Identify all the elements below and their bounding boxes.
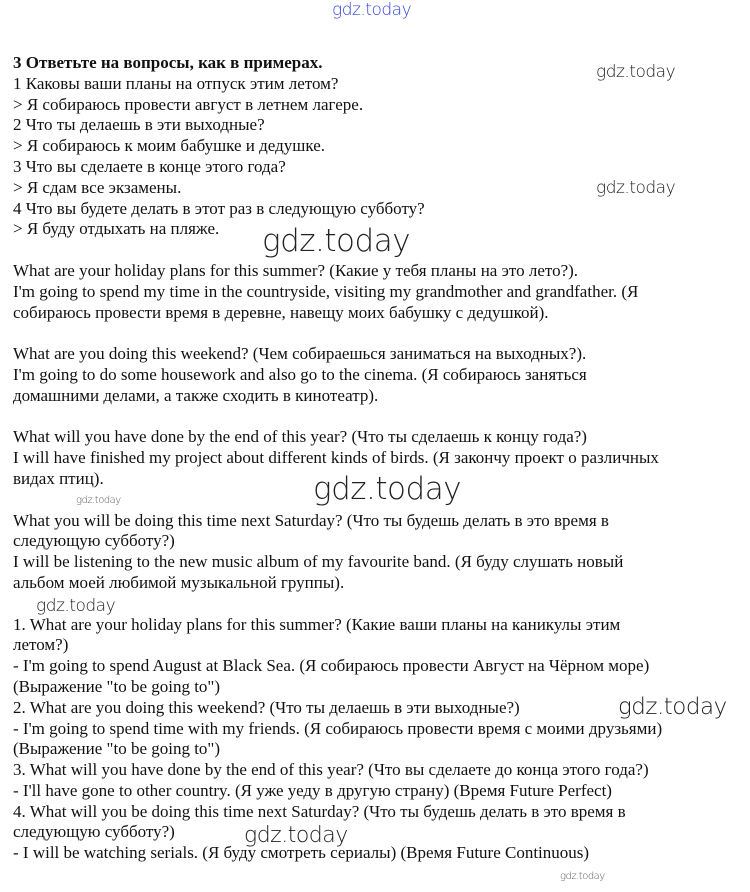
text-line: > Я собираюсь к моим бабушке и дедушке. bbox=[13, 136, 325, 156]
text-line: 2. What are you doing this weekend? (Что ты делаешь в эти выходные?) bbox=[13, 697, 520, 717]
text-line: (Выражение "to be going to") bbox=[13, 676, 221, 696]
text-line: 4 Что вы будете делать в этот раз в следующую субботу? bbox=[13, 198, 425, 218]
text-line: > Я сдам все экзамены. bbox=[13, 177, 182, 197]
watermark: gdz.today bbox=[596, 62, 676, 82]
text-line: альбом моей любимой музыкальной группы). bbox=[13, 572, 345, 592]
text-line: > Я буду отдыхать на пляже. bbox=[13, 219, 220, 239]
text-line: I will be listening to the new music album of my favourite band. (Я буду слушать новый bbox=[13, 552, 624, 572]
text-line: What you will be doing this time next Saturday? (Что ты будешь делать в это время в bbox=[13, 510, 609, 530]
text-line: видах птиц). bbox=[13, 468, 104, 488]
text-line: - I will be watching serials. (Я буду смотреть сериалы) (Время Future Continuous) bbox=[13, 843, 590, 863]
watermark: gdz.today bbox=[36, 596, 116, 616]
watermark: gdz.today bbox=[618, 694, 727, 720]
spacer-line bbox=[13, 490, 750, 511]
text-line: What are your holiday plans for this summer? (Какие у тебя планы на это лето?). bbox=[13, 260, 579, 280]
text-line: - I'm going to spend August at Black Sea. (Я собираюсь провести Август на Чёрном море) bbox=[13, 656, 650, 676]
watermark: gdz.today bbox=[262, 223, 411, 259]
text-line: 3 Что вы сделаете в конце этого года? bbox=[13, 156, 286, 176]
text-line: 2 Что ты делаешь в эти выходные? bbox=[13, 115, 265, 135]
text-line: What are you doing this weekend? (Чем собираешься заниматься на выходных?). bbox=[13, 344, 587, 364]
text-line: I will have finished my project about different kinds of birds. (Я закончу проект о различных bbox=[13, 448, 659, 468]
watermark-top: gdz.today bbox=[332, 0, 412, 20]
text-line: 1. What are your holiday plans for this summer? (Какие ваши планы на каникулы этим bbox=[13, 614, 621, 634]
text-line: > Я собираюсь провести август в летнем лагере. bbox=[13, 94, 364, 114]
blank-line bbox=[13, 594, 750, 615]
text-line: следующую субботу?) bbox=[13, 531, 175, 551]
text-line: - I'm going to spend time with my friends. (Я собираюсь провести время с моими друзьями) bbox=[13, 718, 663, 738]
text-line: I'm going to do some housework and also go to the cinema. (Я собираюсь заняться bbox=[13, 364, 587, 384]
blank-line bbox=[13, 323, 750, 344]
spacer-line bbox=[13, 240, 750, 261]
text-line: I'm going to spend my time in the countryside, visiting my grandmother and grandfather. (Я bbox=[13, 281, 639, 301]
text-line: 1 Каковы ваши планы на отпуск этим летом? bbox=[13, 73, 339, 93]
text-line: летом?) bbox=[13, 635, 69, 655]
text-line: собираюсь провести время в деревне, навещу моих бабушку с дедушкой). bbox=[13, 302, 549, 322]
text-line: домашними делами, а также сходить в кинотеатр). bbox=[13, 385, 379, 405]
watermark: gdz.today bbox=[560, 871, 605, 882]
text-line: (Выражение "to be going to") bbox=[13, 739, 221, 759]
blank-line bbox=[13, 407, 750, 428]
text-line: 3. What will you have done by the end of this year? (Что вы сделаете до конца этого года?) bbox=[13, 760, 649, 780]
text-line: 4. What will you be doing this time next Saturday? (Что ты будешь делать в это время в bbox=[13, 801, 626, 821]
watermark: gdz.today bbox=[596, 178, 676, 198]
text-line: 3 Ответьте на вопросы, как в примерах. bbox=[13, 53, 323, 72]
text-line: - I'll have gone to other country. (Я уже уеду в другую страну) (Время Future Perfect) bbox=[13, 780, 612, 800]
watermark: gdz.today bbox=[313, 471, 462, 507]
text-line: What will you have done by the end of this year? (Что ты сделаешь к концу года?) bbox=[13, 427, 587, 447]
watermark: gdz.today bbox=[76, 495, 121, 506]
watermark: gdz.today bbox=[244, 823, 348, 848]
text-line: следующую субботу?) bbox=[13, 822, 175, 842]
document-body bbox=[13, 53, 750, 864]
